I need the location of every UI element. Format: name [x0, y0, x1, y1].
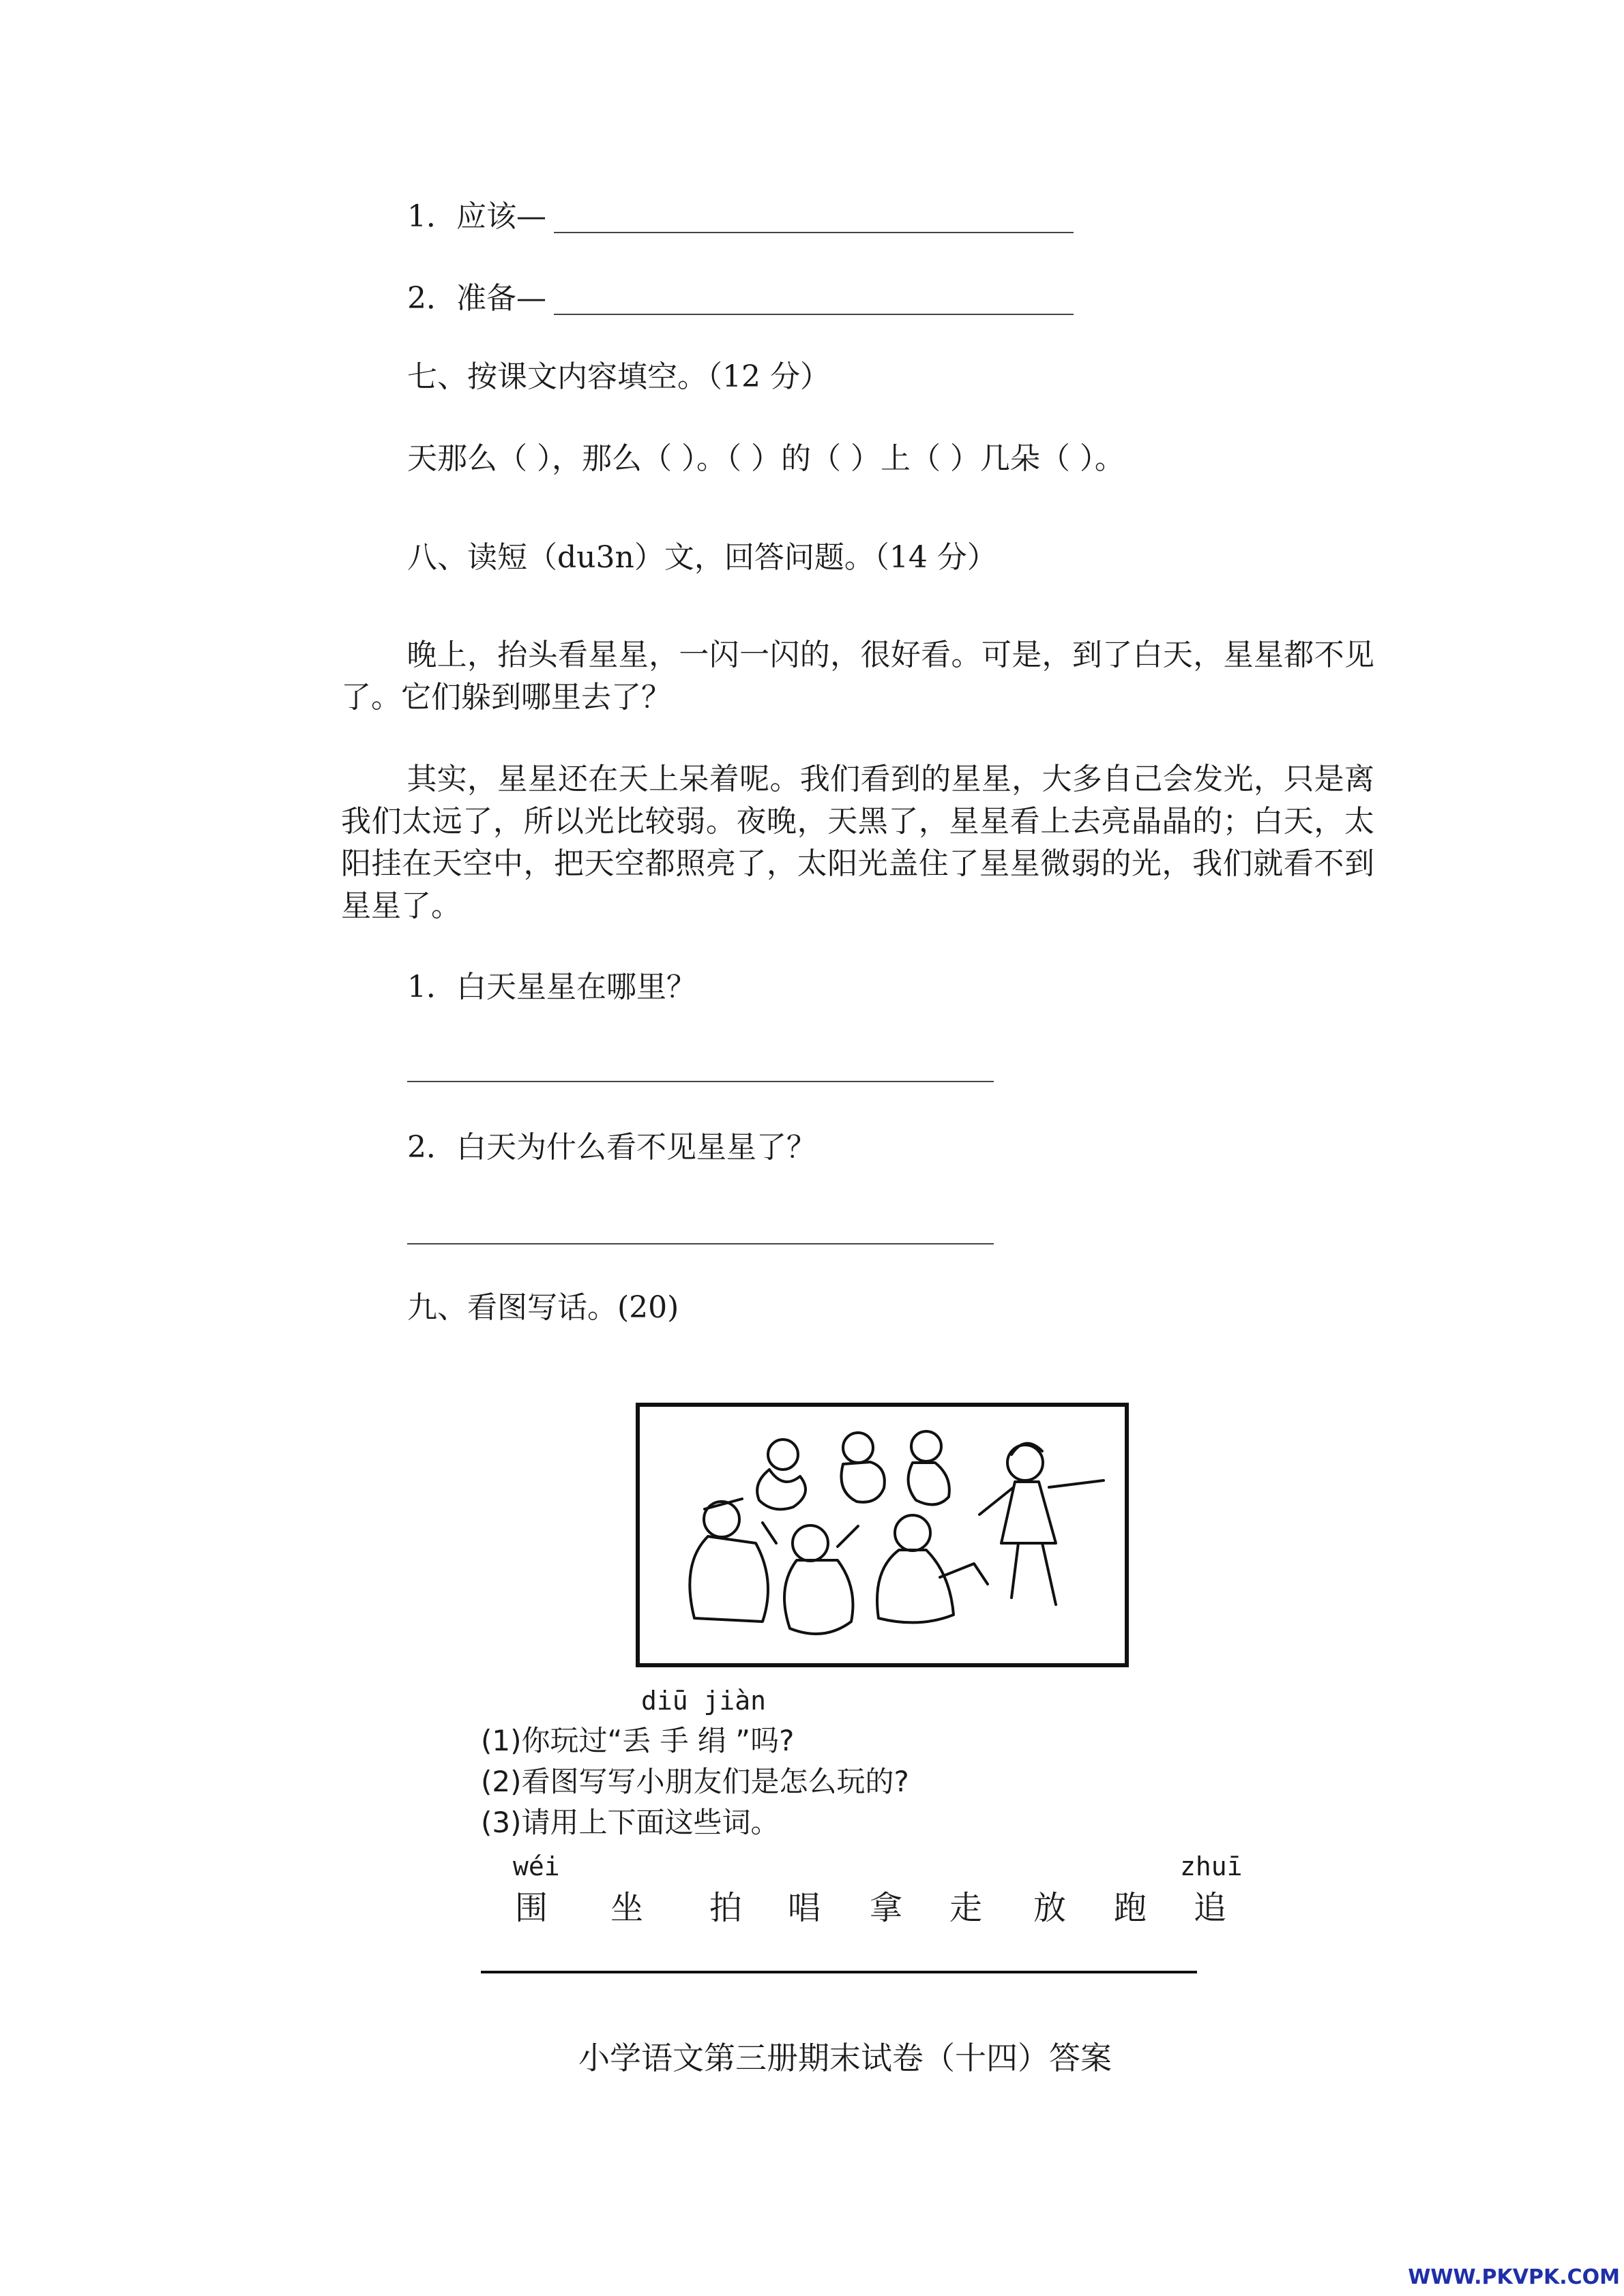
- pinyin-diujian: diū jiàn: [641, 1686, 767, 1716]
- word-wei: 围: [515, 1889, 548, 1927]
- word-zou: 走: [949, 1889, 983, 1927]
- children-game-illustration: [636, 1403, 1129, 1667]
- prompt-1: (1)你玩过“丢 手 绢 ”吗?: [481, 1724, 795, 1757]
- word-fang: 放: [1033, 1889, 1067, 1927]
- question-1: 1．白天星星在哪里？: [407, 970, 696, 1004]
- section-9-heading: 九、看图写话。(20): [407, 1290, 679, 1325]
- section-8-heading: 八、读短（du3n）文，回答问题。（14 分）: [407, 540, 997, 575]
- site-watermark: WWW.PKVPK.COM: [1408, 2265, 1620, 2289]
- word-chang: 唱: [788, 1889, 821, 1927]
- answer-line-q2[interactable]: [407, 1243, 994, 1244]
- item-1-label: 1．应该—: [407, 199, 546, 234]
- question-2: 2．白天为什么看不见星星了？: [407, 1130, 816, 1165]
- word-zuo: 坐: [610, 1889, 644, 1927]
- prompt-2: (2)看图写写小朋友们是怎么玩的?: [481, 1765, 909, 1798]
- pinyin-wei: wéi: [513, 1851, 560, 1881]
- word-na: 拿: [870, 1889, 903, 1927]
- pinyin-zhui: zhuī: [1180, 1851, 1243, 1881]
- reading-paragraph-1: [341, 634, 1374, 719]
- fill-blank-sentence: 天那么（ ），那么（ ）。（ ）的（ ）上（ ）几朵（ ）。: [407, 441, 1125, 476]
- paragraph-2-text: 其实，星星还在天上呆着呢。我们看到的星星，大多自己会发光，只是离我们太远了，所以光比较弱。夜晚，天黑了，星星看上去亮晶晶的；白天，太阳挂在天空中，把天空都照亮了，太阳光盖住了星星微弱的光，我们就看不到星星了。: [341, 762, 1374, 923]
- section-7-heading: 七、按课文内容填空。（12 分）: [407, 359, 830, 394]
- drop-handkerchief-scene: [640, 1407, 1125, 1663]
- paragraph-1-text: 晚上，抬头看星星，一闪一闪的，很好看。可是，到了白天，星星都不见了。它们躲到哪里去了？: [341, 638, 1374, 715]
- answer-key-title: 小学语文第三册期末试卷（十四）答案: [578, 2040, 1112, 2076]
- item-2-label: 2．准备—: [407, 281, 546, 316]
- answer-line-q1[interactable]: [407, 1081, 994, 1082]
- word-zhui: 追: [1194, 1889, 1227, 1927]
- word-pai: 拍: [709, 1889, 743, 1927]
- answer-line-1[interactable]: [554, 232, 1074, 233]
- prompt-3: (3)请用上下面这些词。: [481, 1806, 780, 1839]
- word-pao: 跑: [1114, 1889, 1147, 1927]
- reading-paragraph-2: [341, 758, 1374, 927]
- writing-line[interactable]: [481, 1971, 1197, 1973]
- answer-line-2[interactable]: [554, 314, 1074, 315]
